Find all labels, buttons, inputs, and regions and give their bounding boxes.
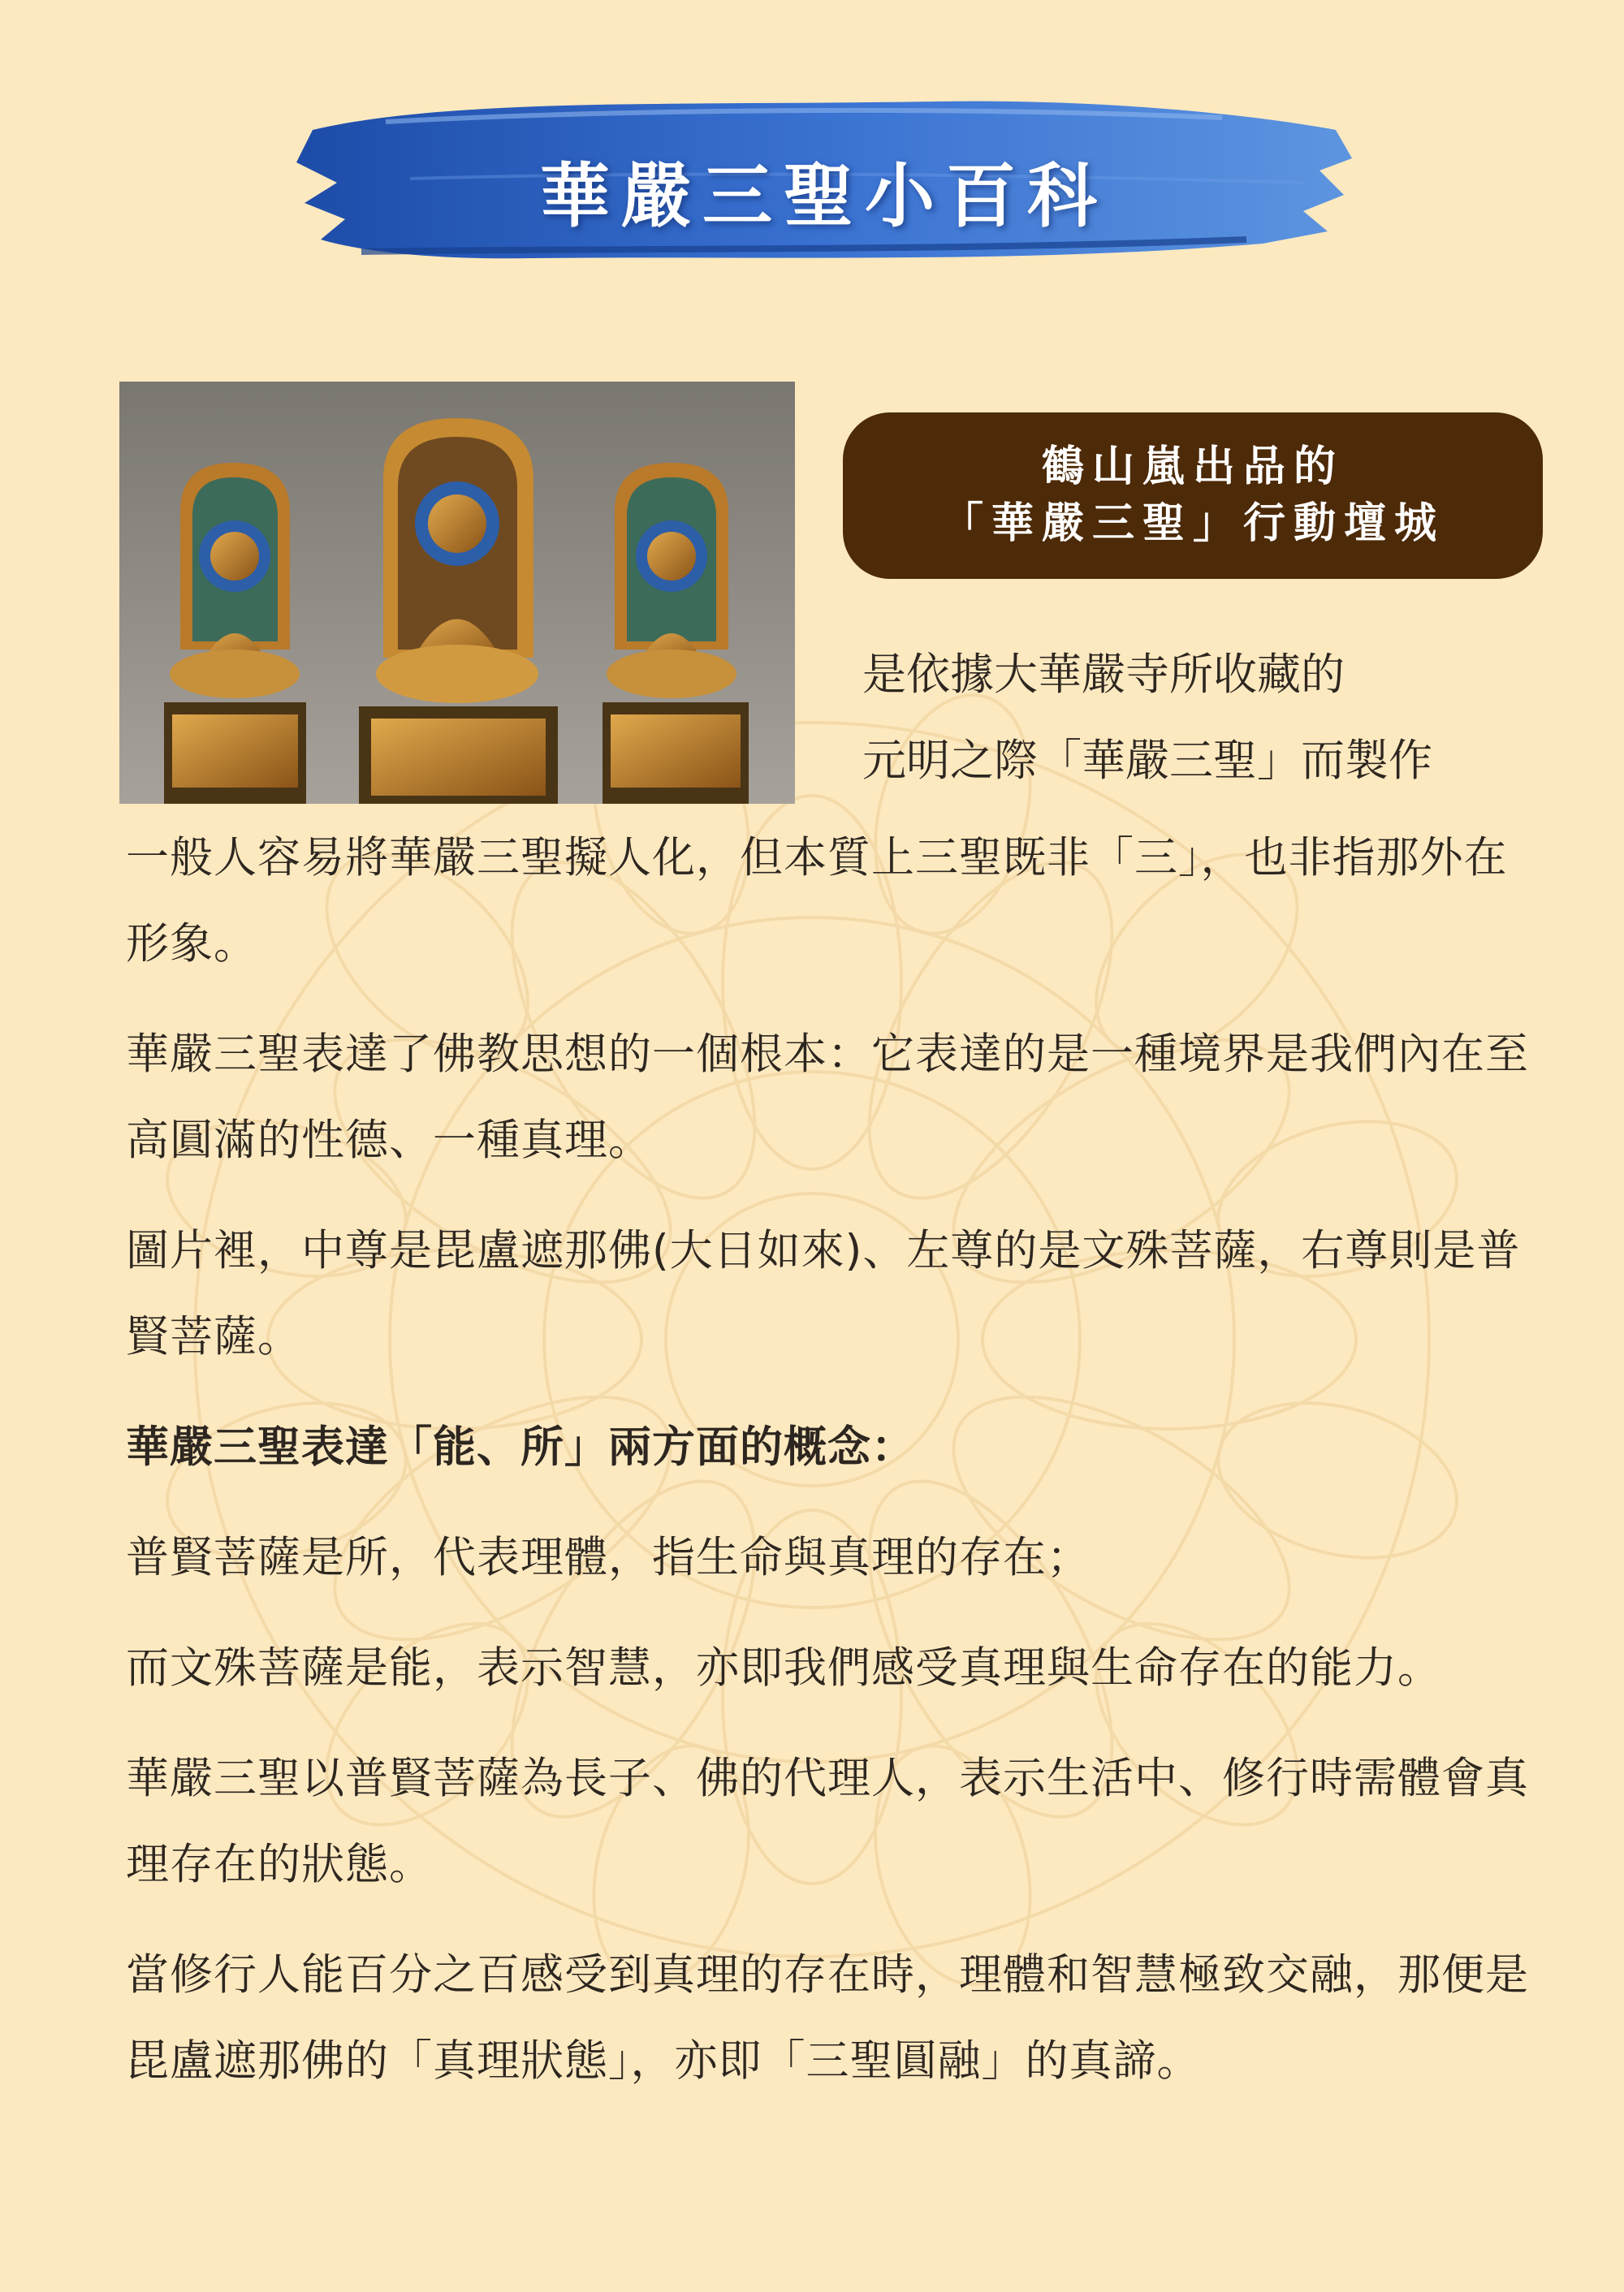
page-title: 華嚴三聖小百科 (540, 156, 1108, 237)
section-heading: 華嚴三聖表達「能、所」兩方面的概念： (126, 1422, 915, 1472)
paragraph: 普賢菩薩是所，代表理體，指生命與真理的存在； (126, 1533, 1091, 1582)
product-label-line1: 鶴山嵐出品的 (1041, 442, 1344, 491)
left-statue (164, 463, 306, 804)
article-body (126, 815, 1539, 2129)
paragraph: 華嚴三聖以普賢菩薩為長子、佛的代理人，表示生活中、修行時需體會真理存在的狀態。 (126, 1754, 1529, 1889)
intro-line-1: 是依據大華嚴寺所收藏的 (862, 649, 1345, 700)
intro-line-2: 元明之際「華嚴三聖」而製作 (862, 735, 1432, 786)
paragraph: 圖片裡，中尊是毘盧遮那佛(大日如來)、左尊的是文殊菩薩，右尊則是普賢菩薩。 (126, 1226, 1521, 1362)
title-banner (288, 81, 1360, 292)
right-statue (603, 463, 749, 804)
paragraph: 而文殊菩薩是能，表示智慧，亦即我們感受真理與生命存在的能力。 (126, 1643, 1441, 1693)
product-label-line2: 「華嚴三聖」行動壇城 (940, 499, 1445, 548)
statue-photo (119, 382, 795, 804)
paragraph: 華嚴三聖表達了佛教思想的一個根本：它表達的是一種境界是我們內在至高圓滿的性德、一種真理。 (126, 1029, 1529, 1165)
center-statue (359, 418, 558, 804)
product-label (843, 412, 1543, 579)
paragraph: 當修行人能百分之百感受到真理的存在時，理體和智慧極致交融，那便是毘盧遮那佛的「真理狀態」，亦即「三聖圓融」的真諦。 (126, 1950, 1529, 2086)
paragraph: 一般人容易將華嚴三聖擬人化，但本質上三聖既非「三」，也非指那外在形象。 (126, 833, 1508, 969)
